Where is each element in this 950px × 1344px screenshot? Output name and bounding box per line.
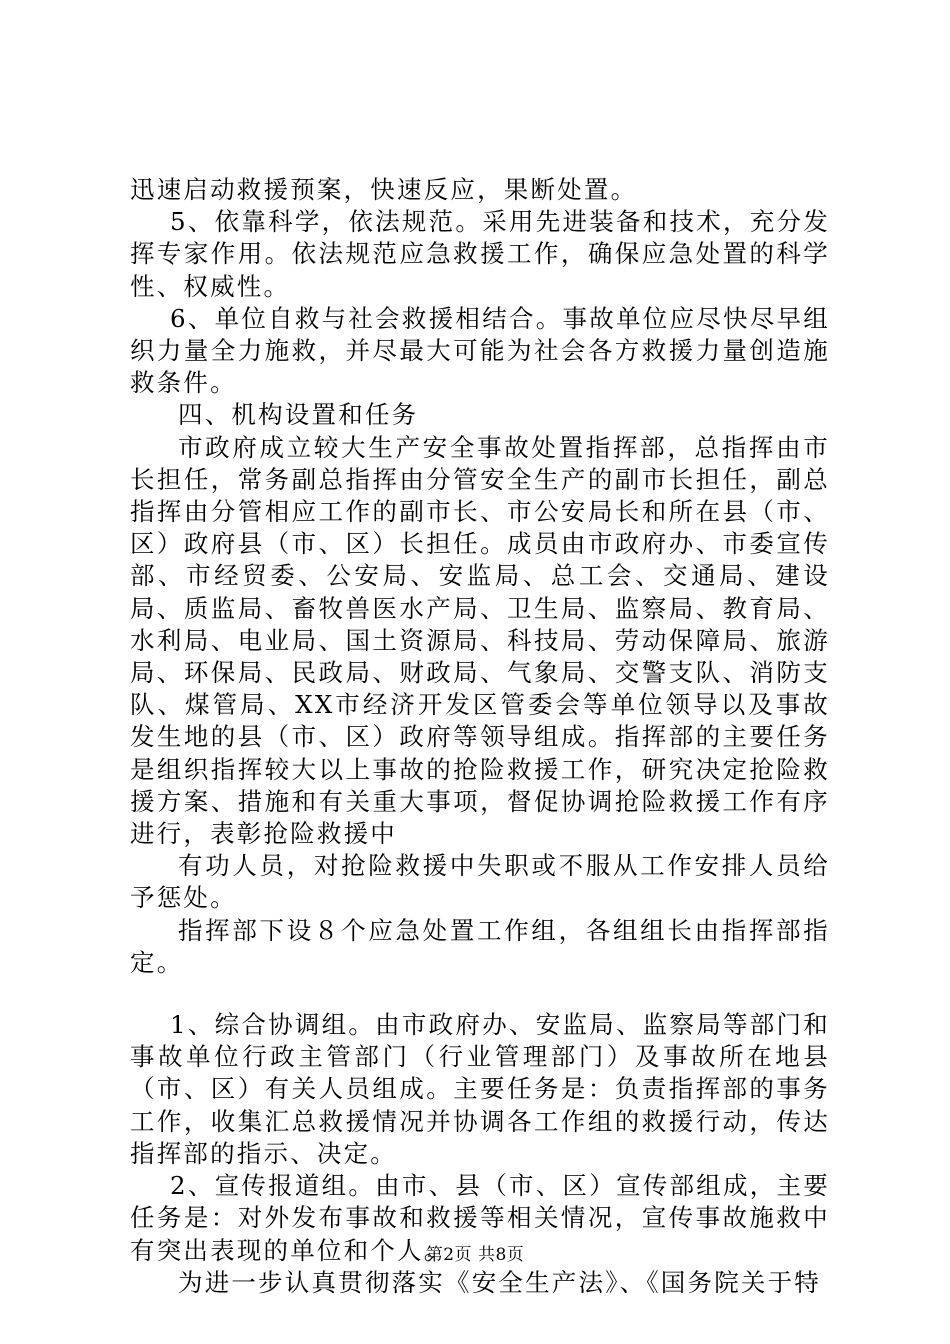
paragraph-group-2: 2、宣传报道组。由市、县（市、区）宣传部组成，主要任务是：对外发布事故和救援等相关情况，宣传事故施救中有突出表现的单位和个人。 [130,1171,830,1265]
paragraph-further-implementation: 为进一步认真贯彻落实《安全生产法》、《国务院关于特 [178,1267,821,1297]
paragraph-command-structure: 市政府成立较大生产安全事故处置指挥部，总指挥由市长担任，常务副总指挥由分管安全生产的副市长担任，副总指挥由分管相应工作的副市长、市公安局长和所在县（市、区）政府县（市、区）长担任。成员由市政府办、市委宣传部、市经贸委、公安局、安监局、总工会、交通局、建设局、质监局、畜牧兽医水产局、卫生局、监察局、教育局、水利局、电业局、国土资源局、科技局、劳动保障局、旅游局、环保局、民政局、财政局、气象局、交警支队、消防支队、煤管局、XX市经济开发区管委会等单位领导以及事故发生地的县（市、区）政府等领导组成。指挥部的主要任务是组织指挥较大以上事故的抢险救援工作，研究决定抢险救援方案、措施和有关重大事项，督促协调抢险救援工作有序进行，表彰抢险救援中 [130,432,830,849]
page-number-footer: 第2页 共8页 [425,1245,525,1265]
paragraph-principle-6: 6、单位自救与社会救援相结合。事故单位应尽快尽早组织力量全力施救，并尽最大可能为社会各方救援力量创造施救条件。 [130,303,830,398]
section-heading: 四、机构设置和任务 [178,400,419,430]
paragraph-continuation: 迅速启动救援预案，快速反应，果断处置。 [130,175,638,204]
paragraph-principle-5: 5、依靠科学，依法规范。采用先进装备和技术，充分发挥专家作用。依法规范应急救援工作，确保应急处置的科学性、权威性。 [130,207,830,301]
paragraph-working-groups: 指挥部下设８个应急处置工作组，各组组长由指挥部指定。 [130,915,830,977]
document-body [130,174,830,1299]
paragraph-group-1: 1、综合协调组。由市政府办、安监局、监察局等部门和事故单位行政主管部门（行业管理部门）及事故所在地县（市、区）有关人员组成。主要任务是：负责指挥部的事务工作，收集汇总救援情况并协调各工作组的救援行动，传达指挥部的指示、决定。 [130,1010,830,1168]
paragraph-rewards: 有功人员，对抢险救援中失职或不服从工作安排人员给予惩处。 [130,851,830,913]
